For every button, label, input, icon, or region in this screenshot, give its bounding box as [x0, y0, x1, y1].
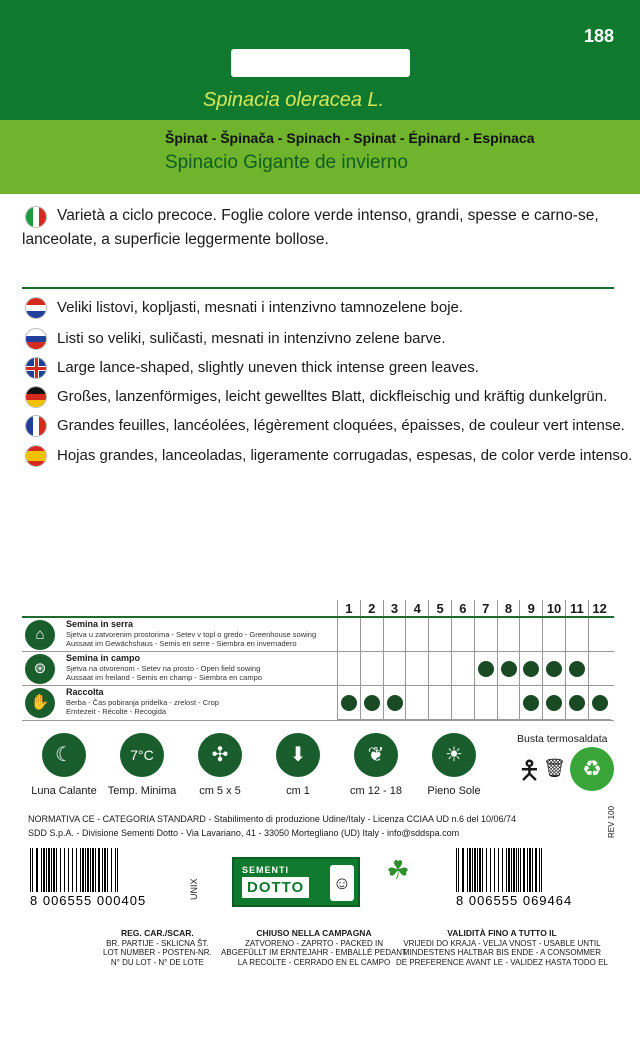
validity-title: VALIDITÀ FINO A TUTTO IL: [447, 928, 557, 938]
calendar-cell: [519, 618, 542, 652]
month-label: 7: [474, 600, 497, 617]
calendar-row-greenhouse: [22, 618, 614, 652]
slovenia-flag-icon: [25, 328, 47, 350]
calendar-row-field: [22, 652, 614, 686]
calendar-row-sub: Erntezeit - Récolte - Recogida: [66, 707, 167, 716]
lot-info: [103, 929, 212, 967]
calendar-row-sub: Sjetva u zatvorenim prostorima - Setev v topl o gredo - Greenhouse sowing: [66, 630, 317, 639]
packed-info: [221, 929, 407, 967]
calendar-cell: [519, 652, 542, 686]
calendar-cell: [474, 618, 497, 652]
calendar-cell: [337, 686, 360, 720]
calendar-dot: [546, 661, 562, 677]
greenhouse-icon: ⌂: [25, 620, 55, 650]
calendar-row-title: Semina in serra: [66, 619, 134, 629]
calendar-row-sub: Berba - Čas pobiranja pridelka - zrelost - Crop: [66, 698, 219, 707]
calendar-cell: [360, 618, 383, 652]
legal-line-1: NORMATIVA CE - CATEGORIA STANDARD - Stabilimento di produzione Udine/Italy - Licenza CCIAA UD n.6 del 10/06/74: [28, 814, 517, 824]
hanger-slot: [231, 49, 410, 77]
calendar-row-title: Semina in campo: [66, 653, 141, 663]
calendar-cells: [337, 652, 611, 686]
calendar-cell: [337, 652, 360, 686]
lot-title: REG. CAR./SCAR.: [121, 928, 194, 938]
farmer-icon: ☺: [330, 865, 354, 901]
spacing-icon: ✣: [198, 733, 242, 777]
description-en: Large lance-shaped, slightly uneven thick intense green leaves.: [57, 359, 479, 376]
month-label: 5: [428, 600, 451, 617]
france-flag-icon: [25, 415, 47, 437]
lot-line: LOT NUMBER - POSTEN-NR.: [103, 948, 212, 957]
calendar-cell: [474, 686, 497, 720]
calendar-cell: [565, 618, 588, 652]
calendar-cell: [360, 652, 383, 686]
calendar-separator: [22, 685, 614, 686]
calendar-dot: [341, 695, 357, 711]
germany-flag-icon: [25, 386, 47, 408]
validity-line: DE PREFERENCE AVANT LE - VALIDEZ HASTA TODO EL: [396, 957, 608, 967]
lot-line: N° DU LOT - N° DE LOTE: [110, 957, 204, 967]
icon-label: cm 5 x 5: [199, 785, 241, 797]
month-label: 11: [565, 600, 588, 617]
calendar-cell: [383, 618, 406, 652]
validity-line: VRIJEDI DO KRAJA - VELJA VNOST - USABLE UNTIL: [403, 938, 601, 948]
calendar-cell: [337, 618, 360, 652]
dispose-person-icon: 🯅: [518, 755, 541, 785]
calendar-cell: [474, 652, 497, 686]
month-label: 6: [451, 600, 474, 617]
packed-line: ZATVORENO - ZAPRTO - PACKED IN: [244, 938, 384, 948]
calendar-cell: [588, 686, 611, 720]
plant-icon: ❦: [354, 733, 398, 777]
bin-icon: 🗑: [543, 758, 566, 778]
common-names: Špinat - Špinača - Spinach - Spinat - Épinard - Espinaca: [165, 130, 535, 146]
calendar-dot: [478, 661, 494, 677]
calendar-cell: [519, 686, 542, 720]
calendar-cell: [565, 686, 588, 720]
variety-name: Spinacio Gigante de invierno: [165, 152, 408, 173]
calendar-dot: [569, 661, 585, 677]
packed-line: LA RECOLTE - CERRADO EN EL CAMPO: [237, 957, 391, 967]
month-label: 1: [337, 600, 360, 617]
calendar-cells: [337, 686, 611, 720]
month-label: 8: [497, 600, 520, 617]
recycle-icon: ♻: [570, 747, 614, 791]
icon-label: cm 12 - 18: [350, 785, 402, 797]
calendar-cell: [497, 618, 520, 652]
barcode-left: [30, 848, 119, 892]
calendar-cell: [451, 686, 474, 720]
description-de: Großes, lanzenförmiges, leicht gewelltes Blatt, dickfleischig und kräftig dunkelgrün.: [57, 388, 608, 405]
sun-icon: ☀: [432, 733, 476, 777]
lot-line: BR. PARTIJE - SKLICNA ŠT.: [106, 938, 209, 948]
uk-flag-icon: [25, 357, 47, 379]
revision-label: REV 100: [607, 805, 616, 838]
calendar-dot: [387, 695, 403, 711]
validity-info: [396, 929, 608, 967]
calendar-row-title: Raccolta: [66, 687, 104, 697]
calendar-cell: [360, 686, 383, 720]
calendar-cell: [405, 686, 428, 720]
calendar-cell: [451, 618, 474, 652]
calendar-dot: [523, 695, 539, 711]
unix-label: UNIX: [189, 878, 199, 900]
harvest-icon: ✋: [25, 688, 55, 718]
validity-line: MINDESTENS HALTBAR BIS ENDE - A CONSOMMER: [402, 948, 602, 957]
barcode-bar: [118, 848, 119, 892]
description-si: Listi so veliki, suličasti, mesnati in intenzivno zelene barve.: [57, 330, 446, 347]
calendar-separator: [22, 651, 614, 652]
icon-label: Luna Calante: [31, 785, 97, 797]
icon-label: cm 1: [286, 785, 310, 797]
spain-flag-icon: [25, 445, 47, 467]
species-name: Spinacia oleracea L.: [203, 89, 385, 111]
calendar-row-harvest: [22, 686, 614, 720]
calendar-cell: [383, 686, 406, 720]
calendar-cell: [542, 618, 565, 652]
barcode-right: [456, 848, 543, 892]
calendar-cell: [451, 652, 474, 686]
icon-label: Pieno Sole: [427, 785, 481, 797]
logo-main-text: DOTTO: [242, 877, 309, 898]
description-it: Varietà a ciclo precoce. Foglie colore verde intenso, grandi, spesse e carno-se, lanceolate, a superficie leggermente bollose.: [22, 207, 599, 248]
month-label: 4: [405, 600, 428, 617]
calendar-cell: [383, 652, 406, 686]
month-label: 12: [588, 600, 611, 617]
thermometer-icon: 7°C: [120, 733, 164, 777]
barcode-left-number: 8 006555 000405: [30, 893, 147, 908]
calendar-cell: [497, 686, 520, 720]
calendar-dot: [523, 661, 539, 677]
month-label: 9: [519, 600, 542, 617]
calendar-months: [337, 600, 611, 617]
month-label: 2: [360, 600, 383, 617]
calendar-cell: [405, 652, 428, 686]
calendar-dot: [364, 695, 380, 711]
sementi-dotto-logo: [232, 857, 360, 907]
description-fr: Grandes feuilles, lancéolées, légèrement cloquées, épaisses, de couleur vert intense.: [57, 417, 625, 434]
field-sowing-icon: ⊛: [25, 654, 55, 684]
legal-line-2: SDD S.p.A. - Divisione Sementi Dotto - Via Lavariano, 41 - 33050 Mortegliano (UD) Italy - info@sddspa.com: [28, 828, 460, 838]
calendar-dot: [546, 695, 562, 711]
month-label: 3: [383, 600, 406, 617]
calendar-row-sub: Aussaat im freiland - Semis en champ - Siembra en campo: [66, 673, 262, 682]
bag-label: Busta termosaldata: [517, 733, 608, 745]
calendar-row-sub: Sjetva na otvorenom - Setev na prosto - Open field sowing: [66, 664, 261, 673]
calendar-cell: [542, 652, 565, 686]
icon-label: Temp. Minima: [107, 785, 177, 797]
barcode-right-number: 8 006555 069464: [456, 893, 573, 908]
calendar-cell: [405, 618, 428, 652]
calendar-cells: [337, 618, 611, 652]
month-label: 10: [542, 600, 565, 617]
croatia-flag-icon: [25, 297, 47, 319]
packed-title: CHIUSO NELLA CAMPAGNA: [256, 928, 372, 938]
calendar-dot: [569, 695, 585, 711]
depth-icon: ⬇: [276, 733, 320, 777]
barcode-bar: [542, 848, 543, 892]
calendar-cell: [428, 686, 451, 720]
calendar-dot: [592, 695, 608, 711]
calendar-cell: [428, 618, 451, 652]
calendar-cell: [497, 652, 520, 686]
calendar-separator: [22, 720, 614, 721]
clover-logo-icon: ☘: [386, 855, 410, 885]
moon-icon: ☾: [42, 733, 86, 777]
packet-number: 188: [583, 26, 614, 46]
calendar-row-sub: Aussaat im Gewächshaus - Semis en serre - Siembra en invernadero: [66, 639, 297, 648]
logo-top-text: SEMENTI: [242, 865, 290, 875]
description-es: Hojas grandes, lanceoladas, ligeramente corrugadas, espesas, de color verde intenso.: [57, 447, 633, 464]
calendar-cell: [542, 686, 565, 720]
description-hr: Veliki listovi, kopljasti, mesnati i intenzivno tamnozelene boje.: [57, 299, 464, 316]
calendar-dot: [501, 661, 517, 677]
calendar-cell: [428, 652, 451, 686]
calendar-cell: [565, 652, 588, 686]
calendar-cell: [588, 652, 611, 686]
calendar-cell: [588, 618, 611, 652]
packed-line: ABGEFÜLLT IM ERNTEJAHR - EMBALLÉ PEDANT: [221, 948, 407, 957]
divider: [22, 287, 614, 289]
